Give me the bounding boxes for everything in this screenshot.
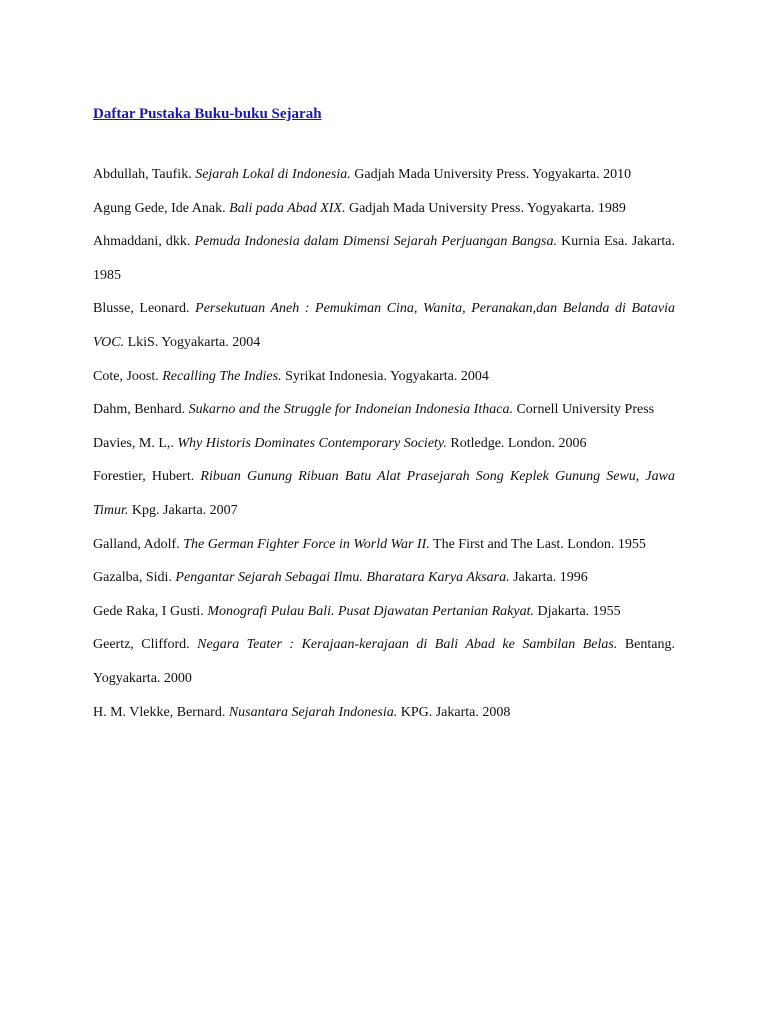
- entry-title: Nusantara Sejarah Indonesia.: [228, 704, 398, 720]
- bibliography-entry: [93, 158, 675, 192]
- entry-publication: Syrikat Indonesia. Yogyakarta. 2004: [285, 368, 489, 384]
- entry-publication: KPG. Jakarta. 2008: [400, 704, 511, 720]
- entry-title: Pemuda Indonesia dalam Dimensi Sejarah Perjuangan Bangsa.: [194, 234, 557, 250]
- bibliography-entry: [93, 292, 675, 359]
- bibliography-entry: [93, 528, 675, 562]
- entry-author: Gazalba, Sidi.: [93, 570, 172, 586]
- bibliography-entry: [93, 225, 675, 292]
- entry-author: Abdullah, Taufik.: [93, 167, 192, 182]
- entry-author: Gede Raka, I Gusti.: [93, 603, 204, 619]
- entry-author: Cote, Joost.: [93, 368, 159, 384]
- entry-author: Galland, Adolf.: [93, 536, 180, 552]
- bibliography-entry: [93, 628, 675, 695]
- entry-publication: Gadjah Mada University Press. Yogyakarta. 1989: [348, 200, 626, 216]
- bibliography-entry: [93, 393, 675, 427]
- entry-publication: Kurnia Esa. Jakarta. 1985: [93, 234, 675, 283]
- entry-title: Pengantar Sejarah Sebagai Ilmu. Bharatara Karya Aksara.: [175, 570, 510, 586]
- entry-author: Agung Gede, Ide Anak.: [93, 200, 226, 216]
- entry-publication: The First and The Last. London. 1955: [433, 536, 646, 552]
- bibliography-entry: [93, 460, 675, 527]
- bibliography-entry: [93, 192, 675, 226]
- entry-publication: Kpg. Jakarta. 2007: [131, 502, 238, 518]
- entry-title: The German Fighter Force in World War II.: [183, 536, 430, 552]
- bibliography-entry: [93, 595, 675, 629]
- entry-publication: Gadjah Mada University Press. Yogyakarta. 2010: [354, 167, 632, 182]
- entry-author: Geertz, Clifford.: [93, 637, 190, 653]
- document-title-link[interactable]: Daftar Pustaka Buku-buku Sejarah: [93, 106, 322, 122]
- bibliography-entry: [93, 360, 675, 394]
- entry-title: Sejarah Lokal di Indonesia.: [195, 167, 351, 182]
- bibliography-entry: [93, 427, 675, 461]
- entry-title: Ribuan Gunung Ribuan Batu Alat Prasejarah Song Keplek Gunung Sewu, Jawa Timur.: [93, 469, 675, 518]
- entry-publication: Jakarta. 1996: [513, 570, 588, 586]
- entry-author: Ahmaddani, dkk.: [93, 234, 191, 250]
- entry-title: Monografi Pulau Bali. Pusat Djawatan Pertanian Rakyat.: [207, 603, 534, 619]
- document-page: [93, 104, 675, 729]
- entry-title: Negara Teater : Kerajaan-kerajaan di Bali Abad ke Sambilan Belas.: [197, 637, 618, 653]
- entry-author: Forestier, Hubert.: [93, 469, 195, 485]
- entry-title: Bali pada Abad XIX.: [229, 200, 346, 216]
- entry-title: Why Historis Dominates Contemporary Society.: [177, 435, 447, 451]
- entry-publication: Rotledge. London. 2006: [450, 435, 587, 451]
- entry-publication: Bentang. Yogyakarta. 2000: [93, 637, 675, 686]
- bibliography-entry: [93, 696, 675, 730]
- entry-author: Blusse, Leonard.: [93, 301, 190, 317]
- entry-title: Persekutuan Aneh : Pemukiman Cina, Wanita, Peranakan,dan Belanda di Batavia VOC.: [93, 301, 675, 350]
- entry-title: Sukarno and the Struggle for Indoneian Indonesia Ithaca.: [188, 402, 513, 418]
- entry-author: Davies, M. L,.: [93, 435, 174, 451]
- entry-author: H. M. Vlekke, Bernard.: [93, 704, 226, 720]
- entry-publication: LkiS. Yogyakarta. 2004: [127, 334, 261, 350]
- entry-publication: Cornell University Press: [516, 402, 655, 418]
- entry-publication: Djakarta. 1955: [537, 603, 621, 619]
- entry-title: Recalling The Indies.: [162, 368, 282, 384]
- bibliography-entry: [93, 561, 675, 595]
- entry-author: Dahm, Benhard.: [93, 402, 186, 418]
